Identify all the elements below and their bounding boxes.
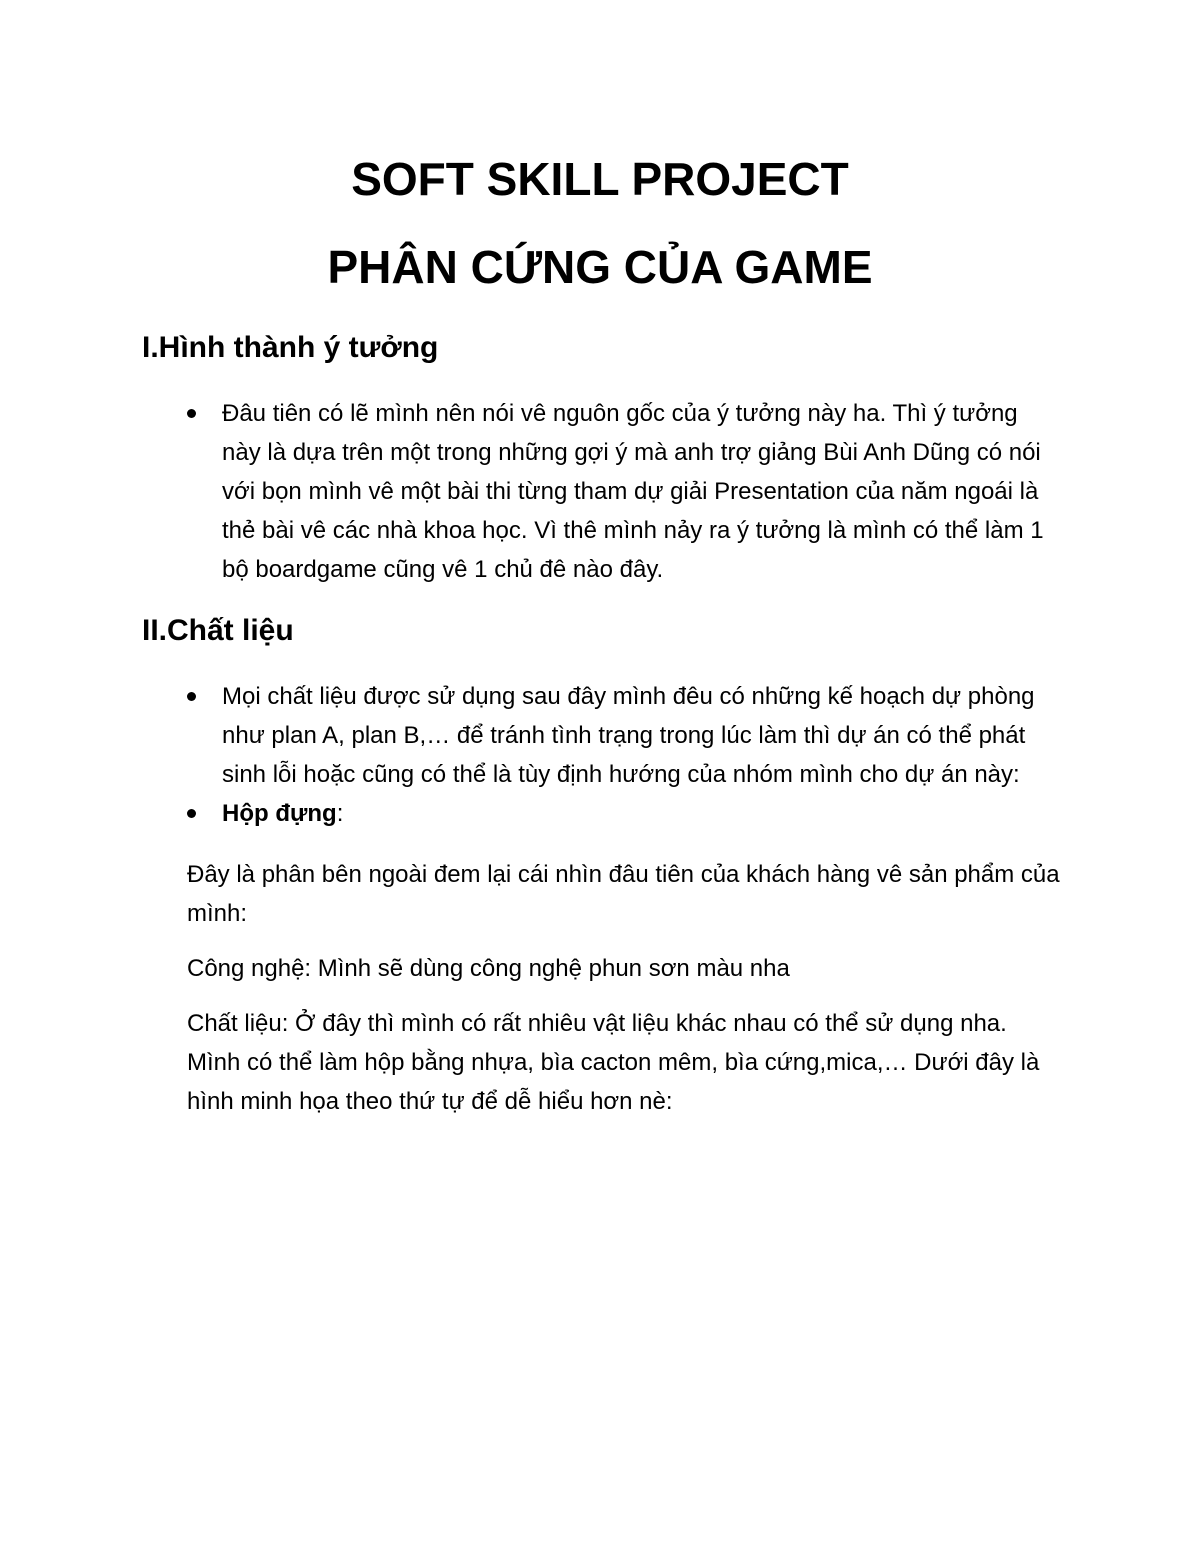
box-label: Hộp đựng [222,800,337,827]
bullet-icon [187,809,196,818]
list-item [187,394,1060,589]
bullet-icon [187,692,196,701]
paragraph-technology: Công nghệ: Mình sẽ dùng công nghệ phun sơn màu nha [187,955,790,982]
bullet-text: Đâu tiên có lẽ mình nên nói vê nguôn gốc của ý tưởng này ha. Thì ý tưởng này là dựa trên một trong những gợi ý mà anh trợ giảng Bùi Anh Dũng có nói với bọn mình vê một bài thi từng tham dự giải Presentation của năm ngoái là thẻ bài vê các nhà khoa học. Vì thê mình nảy ra ý tưởng là mình có thể làm 1 bộ boardgame cũng vê 1 chủ đê nào đây. [222,400,1044,583]
bullet-icon [187,409,196,418]
section-heading-material: II.Chất liệu [142,614,294,647]
box-label-colon: : [336,800,344,827]
material-bullet-list [187,677,1060,833]
bullet-text: Mọi chất liệu được sử dụng sau đây mình đêu có những kế hoạch dự phòng như plan A, plan B,… để tránh tình trạng trong lúc làm thì dự án có thể phát sinh lỗi hoặc cũng có thể là tùy định hướng của nhóm mình cho dự án này: [222,683,1035,788]
list-item [187,794,1060,833]
list-item [187,677,1060,794]
idea-bullet-list [187,394,1060,589]
document-subtitle: PHÂN CỨNG CỦA GAME [327,241,873,293]
document-title: SOFT SKILL PROJECT [351,153,849,205]
paragraph-box-intro: Đây là phân bên ngoài đem lại cái nhìn đâu tiên của khách hàng vê sản phẩm của mình: [187,861,1060,927]
paragraph-materials: Chất liệu: Ở đây thì mình có rất nhiêu vật liệu khác nhau có thể sử dụng nha. Mình có thể làm hộp bằng nhựa, bìa cacton mêm, bìa cứng,mica,… Dưới đây là hình minh họa theo thứ tự để dễ hiểu hơn nè: [187,1010,1040,1115]
section-heading-idea: I.Hình thành ý tưởng [142,331,439,364]
